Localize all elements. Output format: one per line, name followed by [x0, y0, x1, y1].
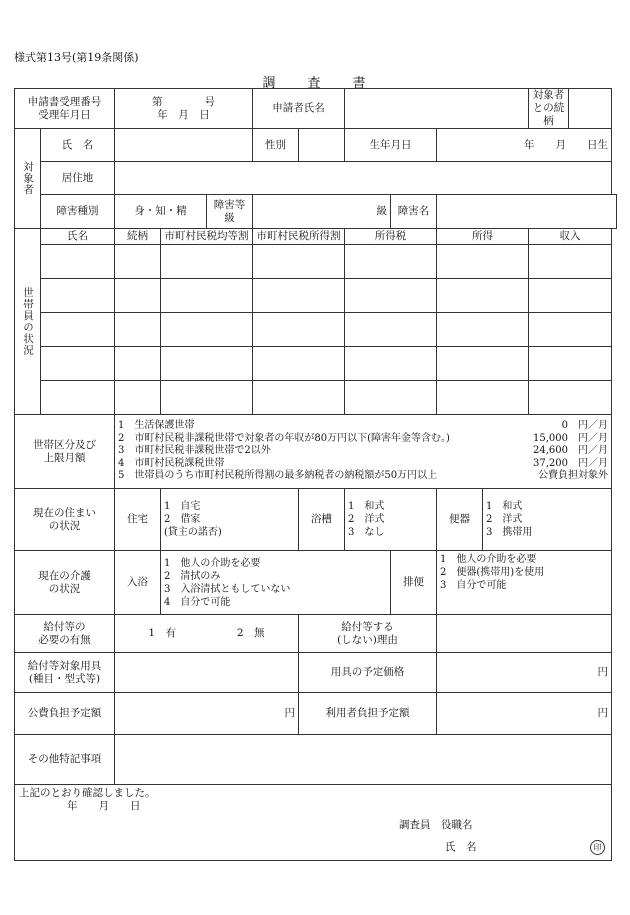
form-number: 様式第13号(第19条関係): [14, 51, 139, 64]
subject-name-label: 氏 名: [41, 129, 115, 162]
tier-2: 2 市町村民税非課税世帯で対象者の年収が80万円以下(障害年金等含む。) 15,000 円／月: [118, 432, 609, 444]
disability-type-label: 障害種別: [41, 195, 115, 229]
address-row: [15, 162, 617, 195]
excretion-label: 排便: [391, 551, 437, 615]
subject-name-row: [15, 129, 617, 162]
disability-type-value[interactable]: 身・知・精: [115, 195, 207, 229]
col-relation: 続柄: [115, 229, 161, 245]
tier-4: 4 市町村民税課税世帯 37,200 円／月: [118, 457, 609, 469]
col-municipal-income-levy: 市町村民税所得割: [253, 229, 345, 245]
col-income: 所得: [437, 229, 529, 245]
subject-section-label: 対象者: [15, 129, 41, 229]
toilet-label: 便器: [437, 489, 483, 551]
col-income-tax: 所得税: [345, 229, 437, 245]
necessity-no[interactable]: 2 無: [236, 627, 265, 639]
form-title: 調 査 書: [262, 76, 368, 91]
public-burden-field[interactable]: 円: [115, 693, 299, 735]
category-label: 世帯区分及び 上限月額: [15, 415, 115, 489]
housing-options[interactable]: 1 自宅 2 借家 (貸主の諾否): [161, 489, 299, 551]
other-row: [15, 735, 617, 785]
household-row[interactable]: [15, 245, 617, 279]
tier-3: 3 市町村民税非課税世帯で2以外 24,600 円／月: [118, 445, 609, 457]
toilet-options[interactable]: 1 和式 2 洋式 3 携帯用: [483, 489, 612, 551]
bathing-options[interactable]: 1 他人の介助を必要 2 清拭のみ 3 入浴清拭ともしていない 4 自分で可能: [161, 551, 391, 615]
household-row[interactable]: [15, 313, 617, 347]
bath-options[interactable]: 1 和式 2 洋式 3 なし: [345, 489, 437, 551]
disability-name-label: 障害名: [391, 195, 437, 229]
reason-field[interactable]: [437, 615, 612, 653]
address-field[interactable]: [115, 162, 612, 195]
sex-field[interactable]: [299, 129, 345, 162]
user-burden-label: 利用者負担予定額: [299, 693, 437, 735]
address-label: 居住地: [41, 162, 115, 195]
seal-mark-icon: 印: [590, 840, 605, 855]
category-row: [15, 415, 617, 489]
necessity-yes[interactable]: 1 有: [148, 627, 177, 639]
items-field[interactable]: [115, 653, 299, 693]
receipt-date-line: 年 月 日: [157, 108, 210, 121]
disability-name-field[interactable]: [437, 195, 617, 229]
survey-form-table: [14, 88, 617, 861]
necessity-row: [15, 615, 617, 653]
household-row[interactable]: [15, 381, 617, 415]
relation-field[interactable]: [569, 89, 612, 129]
category-tiers[interactable]: [115, 415, 612, 489]
public-burden-label: 公費負担予定額: [15, 693, 115, 735]
household-header-row: [15, 229, 617, 245]
header-row: [15, 89, 617, 129]
disability-row: [15, 195, 617, 229]
necessity-choice[interactable]: [115, 615, 299, 653]
receipt-number-cell[interactable]: [115, 89, 253, 129]
bathing-label: 入浴: [115, 551, 161, 615]
col-revenue: 収入: [529, 229, 612, 245]
price-field[interactable]: 円: [437, 653, 612, 693]
household-row[interactable]: [15, 279, 617, 313]
burden-row: [15, 693, 617, 735]
other-label: その他特記事項: [15, 735, 115, 785]
disability-grade-field[interactable]: 級: [253, 195, 391, 229]
other-field[interactable]: [115, 735, 612, 785]
household-section-label: 世帯員の状況: [15, 229, 41, 415]
sex-label: 性別: [253, 129, 299, 162]
investigator-title-label[interactable]: 調査員 役職名: [399, 819, 473, 831]
birthdate-label: 生年月日: [345, 129, 437, 162]
residence-label: 現在の住まい の状況: [15, 489, 115, 551]
investigator-name-label[interactable]: 氏 名: [445, 841, 477, 853]
tier-1: 1 生活保護世帯 0 円／月: [118, 420, 609, 432]
care-label: 現在の介護 の状況: [15, 551, 115, 615]
number-line: 第 号: [152, 95, 215, 108]
col-municipal-per-capita: 市町村民税均等割: [161, 229, 253, 245]
user-burden-field[interactable]: 円: [437, 693, 612, 735]
tier-5: 5 世帯員のうち市町村民税所得割の最多納税者の納税額が50万円以上 公費負担対象外: [118, 470, 609, 482]
relation-label: 対象者との続柄: [529, 89, 569, 129]
disability-grade-label: 障害等級: [207, 195, 253, 229]
necessity-label: 給付等の 必要の有無: [15, 615, 115, 653]
residence-row: [15, 489, 617, 551]
excretion-options[interactable]: 1 他人の介助を必要 2 便器(携帯用)を使用 3 自分で可能: [437, 551, 612, 615]
birthdate-field[interactable]: 年 月 日生: [437, 129, 612, 162]
household-row[interactable]: [15, 347, 617, 381]
applicant-name-field[interactable]: [345, 89, 529, 129]
receipt-label-cell: 申請書受理番号 受理年月日: [15, 89, 115, 129]
bath-label: 浴槽: [299, 489, 345, 551]
confirmation-row: [15, 785, 617, 861]
col-name: 氏名: [41, 229, 115, 245]
applicant-name-label: 申請者氏名: [253, 89, 345, 129]
subject-name-field[interactable]: [115, 129, 253, 162]
reason-label: 給付等する (しない)理由: [299, 615, 437, 653]
items-row: [15, 653, 617, 693]
confirmation-statement: 上記のとおり確認しました。: [19, 787, 156, 799]
price-label: 用具の予定価格: [299, 653, 437, 693]
confirmation-date[interactable]: 年 月 日: [67, 800, 141, 812]
items-label: 給付等対象用具 (種目・型式等): [15, 653, 115, 693]
confirmation-cell: [15, 785, 612, 861]
care-row: [15, 551, 617, 615]
housing-label: 住宅: [115, 489, 161, 551]
